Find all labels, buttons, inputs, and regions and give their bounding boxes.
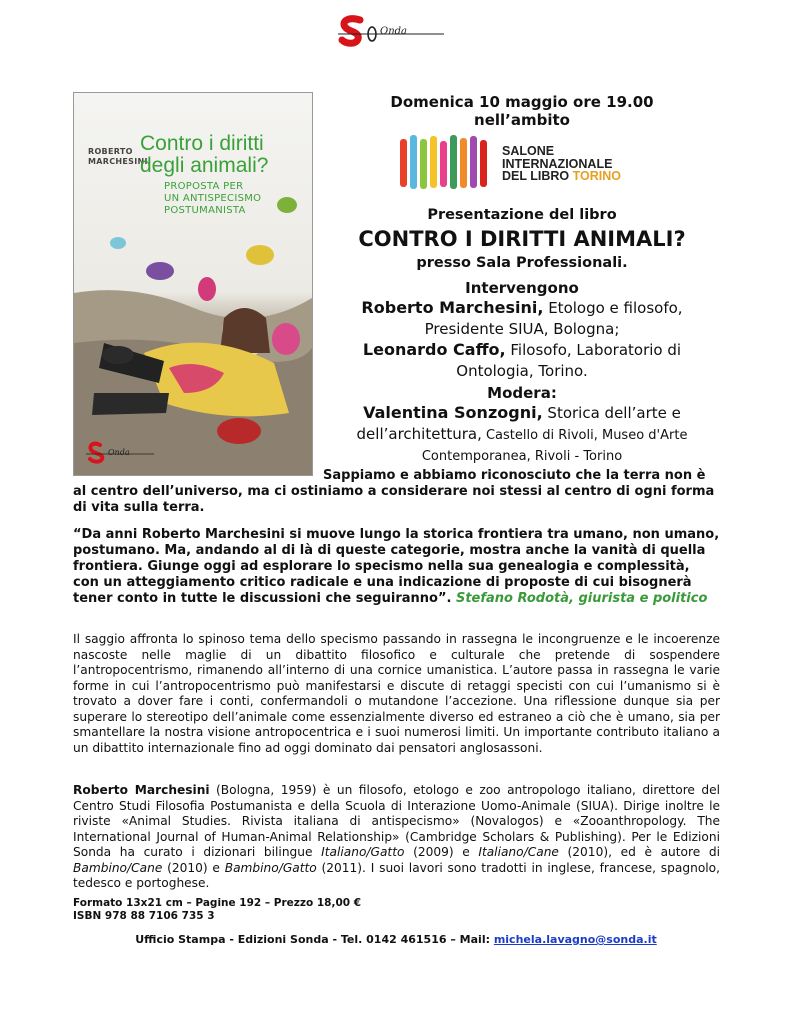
moderator-heading: Modera:	[487, 384, 557, 402]
moderator: Valentina Sonzogni, Storica dell’arte e dell’architettura, Castello di Rivoli, Museo d'Arte Contemporanea, Rivoli - Torino	[356, 403, 688, 464]
salone-city: TORINO	[572, 169, 622, 183]
salone-logo	[398, 133, 648, 193]
event-context: nell’ambito	[474, 111, 570, 129]
speakers-heading: Intervengono	[465, 279, 579, 297]
cover-subtitle: PROPOSTA PER UN ANTISPECISMO POSTUMANISTA	[164, 181, 262, 216]
salone-stripes-icon	[398, 133, 490, 193]
speaker-1-name: Roberto Marchesini,	[361, 298, 544, 317]
logo-text: Onda	[380, 26, 408, 37]
quote-block	[73, 527, 720, 607]
cover-publisher-text: Onda	[108, 448, 130, 457]
quote-text: “Da anni Roberto Marchesini si muove lungo la storica frontiera tra umano, non umano, postumano. Ma, andando al di là di queste categorie, mostra anche la vanità di quella frontiera. Giunge oggi ad esplorare lo specismo nella sua genealogia e complessità, con un atteggiamento critico radicale e una indicazione di proposte di cui bisognerà tener conto in tutte le discussioni che seguiranno”.	[73, 527, 720, 606]
speaker-2: Leonardo Caffo, Filosofo, Laboratorio di Ontologia, Torino.	[362, 340, 682, 380]
quote-attribution: Stefano Rodotà, giurista e politico	[455, 591, 708, 606]
email-link[interactable]: michela.lavagno@sonda.it	[493, 933, 657, 946]
book-title: CONTRO I DIRITTI ANIMALI?	[358, 227, 686, 251]
footer-contact: Ufficio Stampa - Edizioni Sonda - Tel. 0142 461516 – Mail: michela.lavagno@sonda.it	[135, 933, 657, 946]
isbn-line: ISBN 978 88 7106 735 3	[73, 910, 215, 922]
format-line: Formato 13x21 cm – Pagine 192 – Prezzo 18,00 €	[73, 897, 362, 909]
cover-illustration	[74, 93, 312, 475]
cover-title: Contro i diritti degli animali?	[140, 132, 269, 177]
bio-name: Roberto Marchesini	[73, 783, 210, 797]
essay-paragraph: Il saggio affronta lo spinoso tema dello specismo passando in rassegna le incongruenze e le incoerenze nascoste nelle maglie di un dibattito filosofico e culturale che pretende di sospendere l’antropocentrismo, rimanendo all’interno di una cornice umanistica. L’autore passa in rassegna le varie forme in cui l’antropocentrismo può manifestarsi e discute di retaggi specisti con cui l’umanismo si è trovato a dover fare i conti, confermandoli o mutandone l’accezione. Una riflessione dunque sia per superare lo stereotipo dell’animale come essenzialmente diverso ed estraneo a ciò che è umano, sia per smantellare la nostra visione antropocentrica e i suoi numerosi limiti. Un importante contributo italiano a un dibattito internazionale fino ad oggi dominato dai pensatori anglosassoni.	[73, 632, 720, 755]
speaker-2-name: Leonardo Caffo,	[362, 340, 506, 359]
bio-paragraph: Roberto Marchesini (Bologna, 1959) è un filosofo, etologo e zoo antropologo italiano, direttore del Centro Studi Filosofia Postumanista e della Scuola di Interazione Uomo-Animale (SIUA). Dirige inoltre le riviste «Animal Studies. Rivista italiana di antispecismo» (Novalogos) e «Zooanthropology. The International Journal of Human-Animal Relationship» (Cambridge Scholars & Publishing). Per le Edizioni Sonda ha curato i dizionari bilingue Italiano/Gatto (2009) e Italiano/Cane (2010), ed è autore di Bambino/Cane (2010) e Bambino/Gatto (2011). I suoi lavori sono tradotti in inglese, francese, spagnolo, tedesco e portoghese.	[73, 783, 721, 890]
moderator-name: Valentina Sonzogni,	[363, 403, 543, 422]
book-details	[73, 897, 361, 923]
book-cover	[73, 92, 313, 476]
speaker-1: Roberto Marchesini, Etologo e filosofo, Presidente SIUA, Bologna;	[361, 298, 683, 338]
event-date: Domenica 10 maggio ore 19.00	[390, 93, 654, 111]
cover-author: ROBERTO MARCHESINI	[88, 147, 148, 166]
presentation-label: Presentazione del libro	[427, 207, 617, 223]
venue: presso Sala Professionali.	[416, 255, 628, 271]
sonda-logo	[338, 14, 448, 48]
intro-text: Sappiamo e abbiamo riconosciuto che la terra non è al centro dell’universo, ma ci ostiniamo a considerare noi stessi al centro di ogni forma di vita sulla terra.	[73, 468, 715, 515]
salone-text: SALONE INTERNAZIONALE DEL LIBRO TORINO	[502, 144, 622, 183]
